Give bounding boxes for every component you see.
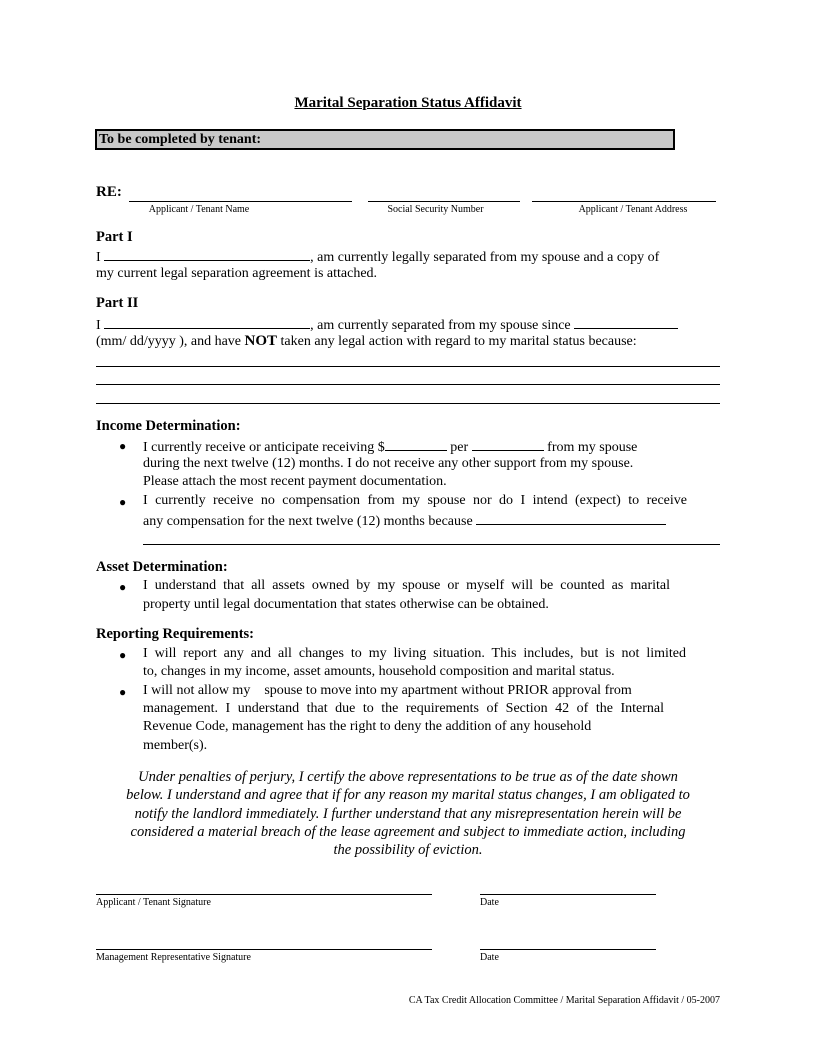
part1-line1: [96, 247, 659, 266]
income-b2-line1: I currently receive no compensation from my spouse nor do I intend (expect) to receive: [143, 493, 687, 508]
income-because-field[interactable]: [476, 511, 666, 525]
bullet-icon: ●: [119, 439, 127, 453]
income-reason-line[interactable]: [143, 544, 720, 545]
applicant-signature-field[interactable]: [96, 894, 432, 895]
certification-line-3: notify the landlord immediately. I further understand that any misrepresentation herein will be: [134, 806, 682, 822]
reporting-b2-line1: I will not allow my spouse to move into my apartment without PRIOR approval from: [143, 683, 632, 698]
applicant-date-field[interactable]: [480, 894, 656, 895]
asset-b1-line2: property until legal documentation that states otherwise can be obtained.: [143, 597, 549, 612]
income-receive-text: I currently receive or anticipate receiving $: [143, 440, 385, 455]
part1-name-field[interactable]: [104, 247, 310, 261]
income-b2-line2: [143, 511, 666, 530]
bullet-icon: ●: [119, 495, 127, 509]
asset-b1-line1: I understand that all assets owned by my spouse or myself will be counted as marital: [143, 578, 670, 593]
reason-line-3[interactable]: [96, 403, 720, 404]
management-signature-field[interactable]: [96, 949, 432, 950]
part1-line2: my current legal separation agreement is attached.: [96, 266, 378, 281]
certification-line-2: below. I understand and agree that if for any reason my marital status changes, I am obligated to: [126, 787, 690, 803]
part2-heading: Part II: [96, 295, 139, 311]
income-amount-field[interactable]: [385, 437, 447, 451]
reason-line-2[interactable]: [96, 384, 720, 385]
bullet-icon: ●: [119, 648, 127, 662]
part2-date-format: (mm/ dd/yyyy ), and have: [96, 334, 242, 349]
reporting-b2-line2: management. I understand that due to the requirements of Section 42 of the Internal: [143, 701, 664, 716]
part2-name-field[interactable]: [104, 315, 310, 329]
applicant-date-label: Date: [480, 897, 499, 908]
management-date-field[interactable]: [480, 949, 656, 950]
applicant-name-field[interactable]: [129, 201, 352, 202]
reporting-b1-line2: to, changes in my income, asset amounts, household composition and marital status.: [143, 664, 615, 679]
part1-statement: , am currently legally separated from my spouse and a copy of: [310, 250, 660, 265]
income-heading: Income Determination:: [96, 418, 241, 434]
part1-heading: Part I: [96, 229, 133, 245]
income-b1-line2: during the next twelve (12) months. I do not receive any other support from my spouse.: [143, 456, 634, 471]
certification-line-1: Under penalties of perjury, I certify the above representations to be true as of the date shown: [138, 769, 678, 785]
income-b1-line3: Please attach the most recent payment documentation.: [143, 474, 447, 489]
applicant-address-field[interactable]: [532, 201, 716, 202]
part2-line2: [96, 333, 637, 350]
reporting-heading: Reporting Requirements:: [96, 626, 255, 642]
income-per-text: per: [450, 440, 469, 455]
reason-line-1[interactable]: [96, 366, 720, 367]
management-signature-label: Management Representative Signature: [96, 952, 251, 963]
part1-prefix: I: [96, 250, 101, 265]
income-b1-line1: [143, 437, 637, 456]
separation-date-field[interactable]: [574, 315, 678, 329]
ssn-caption: Social Security Number: [387, 204, 484, 215]
income-from-spouse-text: from my spouse: [547, 440, 638, 455]
management-date-label: Date: [480, 952, 499, 963]
reporting-b1-line1: I will report any and all changes to my living situation. This includes, but is not limited: [143, 646, 686, 661]
part2-line1: [96, 315, 678, 334]
bullet-icon: ●: [119, 685, 127, 699]
address-caption: Applicant / Tenant Address: [578, 204, 688, 215]
certification-line-5: the possibility of eviction.: [333, 842, 483, 858]
income-because-text: any compensation for the next twelve (12) months because: [143, 514, 473, 529]
part2-statement: , am currently separated from my spouse since: [310, 318, 571, 333]
reporting-b2-line4: member(s).: [143, 738, 208, 753]
reporting-b2-line3: Revenue Code, management has the right to deny the addition of any household: [143, 719, 592, 734]
asset-heading: Asset Determination:: [96, 559, 228, 575]
re-label: RE:: [96, 184, 122, 200]
part2-reason-text: taken any legal action with regard to my marital status because:: [280, 334, 637, 349]
ssn-field[interactable]: [368, 201, 520, 202]
part2-not: NOT: [244, 333, 278, 349]
certification-line-4: considered a material breach of the lease agreement and subject to immediate action, including: [130, 824, 686, 840]
part2-prefix: I: [96, 318, 101, 333]
document-footer: CA Tax Credit Allocation Committee / Marital Separation Affidavit / 05-2007: [408, 995, 720, 1006]
applicant-name-caption: Applicant / Tenant Name: [148, 204, 250, 215]
income-frequency-field[interactable]: [472, 437, 544, 451]
applicant-signature-label: Applicant / Tenant Signature: [96, 897, 211, 908]
document-title: Marital Separation Status Affidavit: [294, 95, 522, 111]
bullet-icon: ●: [119, 580, 127, 594]
tenant-section-header: To be completed by tenant:: [95, 129, 675, 150]
